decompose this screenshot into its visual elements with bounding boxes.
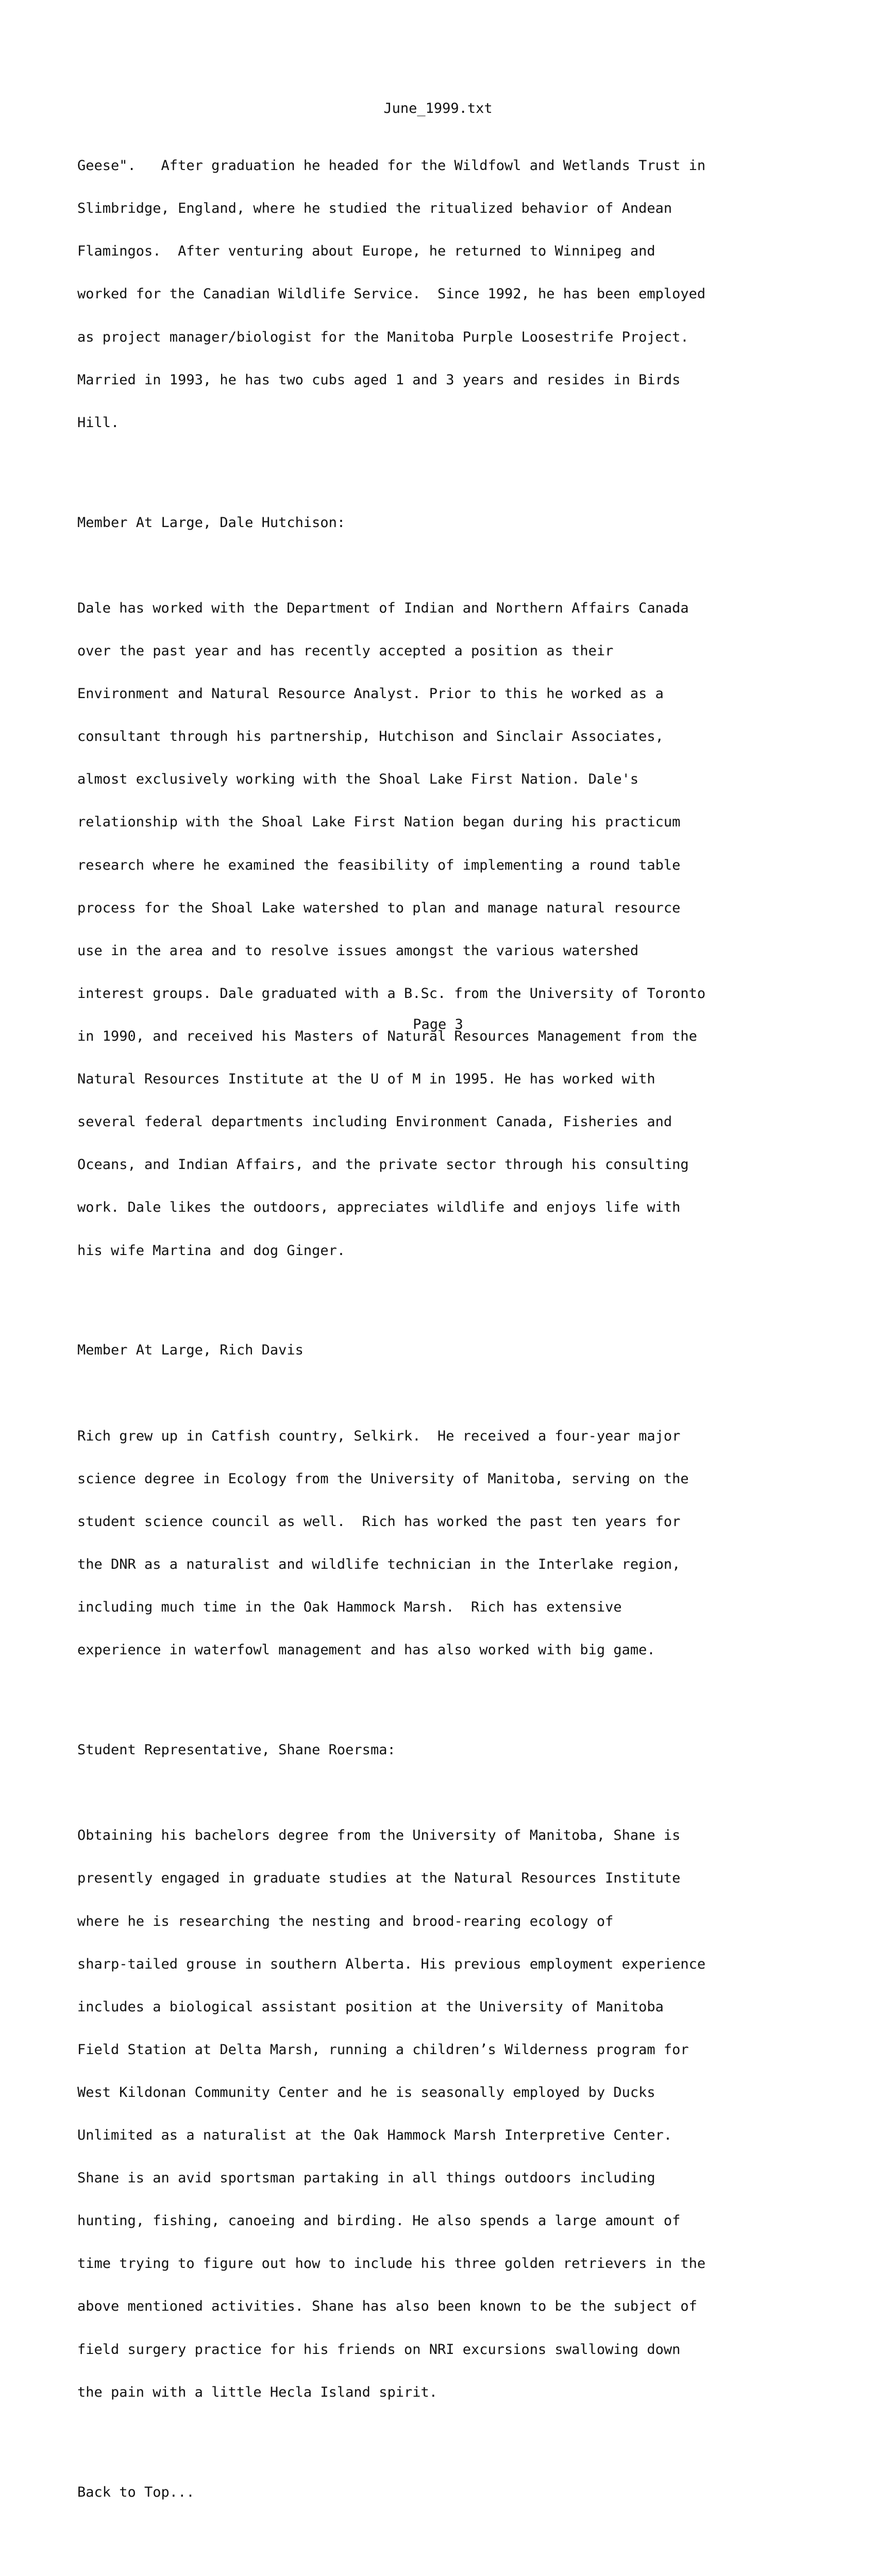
shane-line: Field Station at Delta Marsh, running a children’s Wilderness program for <box>77 2041 689 2058</box>
shane-line: field surgery practice for his friends on NRI excursions swallowing down <box>77 2341 681 2358</box>
rich-line: experience in waterfowl management and has also worked with big game. <box>77 1642 655 1658</box>
dale-line: interest groups. Dale graduated with a B.Sc. from the University of Toronto <box>77 985 706 1002</box>
shane-line: includes a biological assistant position at the University of Manitoba <box>77 1998 664 2015</box>
rich-line: student science council as well. Rich has worked the past ten years for <box>77 1513 681 1530</box>
dale-line: his wife Martina and dog Ginger. <box>77 1242 346 1259</box>
dale-line: Oceans, and Indian Affairs, and the private sector through his consulting <box>77 1157 689 1173</box>
dale-line: use in the area and to resolve issues amongst the various watershed <box>77 942 639 959</box>
rich-line: the DNR as a naturalist and wildlife technician in the Interlake region, <box>77 1556 681 1572</box>
intro-line: Hill. <box>77 414 120 431</box>
shane-line: Unlimited as a naturalist at the Oak Hammock Marsh Interpretive Center. <box>77 2127 672 2144</box>
shane-line: presently engaged in graduate studies at the Natural Resources Institute <box>77 1870 681 1887</box>
shane-line: Obtaining his bachelors degree from the University of Manitoba, Shane is <box>77 1827 681 1844</box>
rich-heading: Member At Large, Rich Davis <box>77 1342 304 1359</box>
blank-line <box>77 1386 809 1401</box>
intro-line: Flamingos. After venturing about Europe, he returned to Winnipeg and <box>77 243 655 260</box>
dale-line: process for the Shoal Lake watershed to plan and manage natural resource <box>77 900 681 916</box>
dale-line: consultant through his partnership, Hutchison and Sinclair Associates, <box>77 728 664 745</box>
shane-line: sharp-tailed grouse in southern Alberta. His previous employment experience <box>77 1956 706 1972</box>
blank-line <box>77 1286 809 1301</box>
rich-line: science degree in Ecology from the University of Manitoba, serving on the <box>77 1470 689 1487</box>
document-filename: June_1999.txt <box>383 100 493 116</box>
shane-line: West Kildonan Community Center and he is seasonally employed by Ducks <box>77 2084 655 2100</box>
shane-line: above mentioned activities. Shane has also been known to be the subject of <box>77 2298 697 2315</box>
dale-line: in 1990, and received his Masters of Natural Resources Management from the <box>77 1028 697 1044</box>
intro-line: as project manager/biologist for the Manitoba Purple Loosestrife Project. <box>77 329 689 345</box>
dale-line: almost exclusively working with the Shoal Lake First Nation. Dale's <box>77 771 639 788</box>
dale-line: work. Dale likes the outdoors, appreciates wildlife and enjoys life with <box>77 1199 681 1216</box>
rich-line: Rich grew up in Catfish country, Selkirk. He received a four-year major <box>77 1428 681 1444</box>
document-body <box>77 116 809 2576</box>
shane-line: where he is researching the nesting and brood-rearing ecology of <box>77 1913 614 1929</box>
dale-heading: Member At Large, Dale Hutchison: <box>77 514 346 531</box>
blank-line <box>77 459 809 473</box>
blank-line <box>77 558 809 573</box>
shane-line: time trying to figure out how to include his three golden retrievers in the <box>77 2256 706 2272</box>
shane-heading: Student Representative, Shane Roersma: <box>77 1742 396 1758</box>
intro-line: Geese". After graduation he headed for the Wildfowl and Wetlands Trust in <box>77 158 706 174</box>
intro-line: Slimbridge, England, where he studied the ritualized behavior of Andean <box>77 200 672 217</box>
intro-line: worked for the Canadian Wildlife Service. Since 1992, he has been employed <box>77 286 706 302</box>
dale-line: several federal departments including Environment Canada, Fisheries and <box>77 1114 672 1130</box>
rich-line: including much time in the Oak Hammock Marsh. Rich has extensive <box>77 1599 622 1616</box>
dale-line: over the past year and has recently accepted a position as their <box>77 642 614 659</box>
dale-line: relationship with the Shoal Lake First Nation began during his practicum <box>77 814 681 831</box>
shane-line: Shane is an avid sportsman partaking in all things outdoors including <box>77 2170 655 2187</box>
back-to-top-link[interactable]: Back to Top... <box>77 2484 195 2500</box>
dale-line: Dale has worked with the Department of Indian and Northern Affairs Canada <box>77 600 689 616</box>
dale-line: Environment and Natural Resource Analyst. Prior to this he worked as a <box>77 686 664 702</box>
dale-line: research where he examined the feasibility of implementing a round table <box>77 857 681 873</box>
shane-line: hunting, fishing, canoeing and birding. He also spends a large amount of <box>77 2213 681 2229</box>
dale-line: Natural Resources Institute at the U of M in 1995. He has worked with <box>77 1071 655 1088</box>
blank-line <box>77 1786 809 1800</box>
blank-line <box>77 2428 809 2443</box>
blank-line <box>77 2528 809 2543</box>
page-number: Page 3 <box>413 1016 463 1032</box>
intro-line: Married in 1993, he has two cubs aged 1 and 3 years and resides in Birds <box>77 371 681 388</box>
shane-line: the pain with a little Hecla Island spirit. <box>77 2384 437 2400</box>
blank-line <box>77 1686 809 1700</box>
